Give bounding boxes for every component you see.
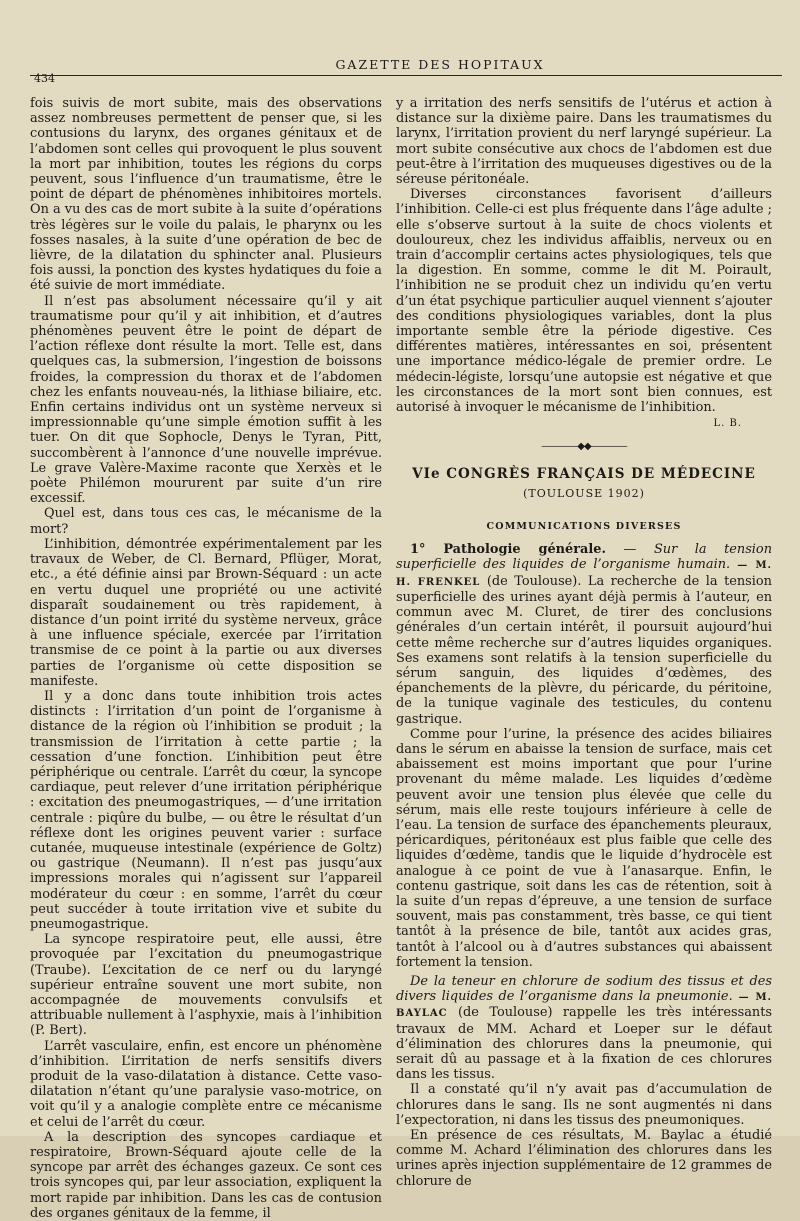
item-heading: 1° Pathologie générale. <box>410 542 606 558</box>
communication-2: De la teneur en chlorure de sodium des tissus et des divers liquides de l’organisme dans la pneumonie. — M. BAYLAC (de Toulouse) rappelle les très intéressants travaux de MM. Achard et Loeper sur le défaut d’élimination des chlorures dans la pneumonie, qui serait dû au passage et à la fixation de ces chlorures dans les tissus. <box>396 973 773 1083</box>
item-author: — M. BAYLAC <box>396 992 773 1020</box>
left-column <box>30 96 382 1221</box>
item-author: — M. H. FRENKEL <box>396 560 772 588</box>
communication-1-para: Comme pour l’urine, la présence des acides biliaires dans le sérum en abaisse la tension de surface, mais cet abaissement est moins important que pour l’urine provenant du même malade. Les liquides d’œdème peuvent avoir une tension plus élevée que celle du sérum, mais elle reste toujours inférieure à celle de l’eau. La tension de surface des épanchements pleuraux, péricardiques, péritonéaux est plus faible que celle des liquides d’œdème, tandis que le liquide d’hydrocèle est analogue à ce point de vue à l’anasarque. Enfin, le contenu gastrique, soit dans les cas de rétention, soit à la suite d’un repas d’épreuve, a une tension de surface souvent, mais pas constamment, très basse, ce qui tient tantôt à la présence de bile, tantôt aux acides gras, tantôt à l’alcool ou à d’autres substances qui abaissent fortement la tension. <box>396 726 772 970</box>
communication-2-para: En présence de ces résultats, M. Baylac a étudié comme M. Achard l’élimination des chlorures dans les urines après injection supplémentaire de 12 grammes de chlorure de <box>396 1128 772 1189</box>
left-paragraph: fois suivis de mort subite, mais des observations assez nombreuses permettent de penser que, si les contusions du larynx, des organes génitaux et de l’abdomen sont celles qui provoquent le plus souvent la mort par inhibition, toutes les régions du corps peuvent, sous l’influence d’un traumatisme, être le point de départ de phénomènes inhibitoires mortels. On a vu des cas de mort subite à la suite d’opérations très légères sur le voile du palais, le pharynx ou les fosses nasales, à la suite d’une opération de bec de lièvre, de la dilatation du sphincter anal. Plusieurs fois aussi, la ponction des kystes hydatiques du foie a été suivie de mort immédiate. <box>30 96 382 294</box>
journal-title: GAZETTE DES HOPITAUX <box>335 57 545 72</box>
header-rule <box>30 75 782 76</box>
left-paragraph: Il n’est pas absolument nécessaire qu’il y ait traumatisme pour qu’il y ait inhibition, et d’autres phénomènes peuvent être le point de départ de l’action réflexe dont résulte la mort. Telle est, dans quelques cas, la submersion, l’ingestion de boissons froides, la compression du thorax et de l’abdomen chez les enfants nouveau-nés, la lithiase biliaire, etc. Enfin certains individus ont un système nerveux si impressionnable qu’une simple émotion suffit à les tuer. On dit que Sophocle, Denys le Tyran, Pitt, succombèrent à l’annonce d’une nouvelle imprévue. Le grave Valère-Maxime raconte que Xerxès et le poète Philémon moururent par suite d’un rire excessif. <box>30 293 382 507</box>
communication-2-para: Il a constaté qu’il n’y avait pas d’accumulation de chlorures dans le sang. Ils ne sont augmentés ni dans l’expectoration, ni dans les tissus des pneumoniques. <box>396 1082 772 1128</box>
left-paragraph: La syncope respiratoire peut, elle aussi, être provoquée par l’excitation du pneumogastrique (Traube). L’excitation de ce nerf ou du laryngé supérieur entraîne souvent une mort subite, non accompagnée de mouvements convulsifs et attribuable nullement à l’asphyxie, mais à l’inhibition (P. Bert). <box>30 932 382 1039</box>
left-paragraph: Il y a donc dans toute inhibition trois actes distincts : l’irritation d’un point de l’organisme à distance de la région où l’inhibition se produit ; la transmission de l’irritation à cette partie ; la cessation d’une fonction. L’inhibition peut être périphérique ou centrale. L’arrêt du cœur, la syncope cardiaque, peut relever d’une irritation périphérique : excitation des pneumogastriques, — d’une irritation centrale : piqûre du bulbe, — ou être le résultat d’un réflexe dont les origines peuvent varier : surface cutanée, muqueuse intestinale (expérience de Goltz) ou gastrique (Neumann). Il n’est pas jusqu’aux impressions morales qui n’agissent sur l’appareil modérateur du cœur : en somme, l’arrêt du cœur peut succéder à toute irritation vive et subite du pneumogastrique. <box>30 688 382 932</box>
author-signature: L. B. <box>713 418 742 430</box>
left-paragraph: L’inhibition, démontrée expérimentalement par les travaux de Weber, de Cl. Bernard, Pflüger, Morat, etc., a été définie ainsi par Brown-Séquard : un acte en vertu duquel une propriété ou une activité disparaît soudainement ou très rapidement, à distance d’un point irrité du système nerveux, grâce à une influence spéciale, exercée par l’irritation transmise de ce point à la partie ou aux diverses parties de l’organisme où cette disposition se manifeste. <box>30 536 382 689</box>
right-column <box>396 96 772 1189</box>
communication-1: 1° Pathologie générale. — Sur la tension superficielle des liquides de l’organisme humain. — M. H. FRENKEL (de Toulouse). La recherche de la tension superficielle des urines ayant déjà permis à l’auteur, en commun avec M. Cluret, de tirer des conclusions générales d’un certain intérêt, il poursuit aujourd’hui cette même recherche sur d’autres liquides organiques. Ses examens sont relatifs à la tension superficielle du sérum sanguin, des liquides d’œdèmes, des épanchements de la plèvre, du péricarde, du péritoine, de la tunique vaginale des testicules, du contenu gastrique. <box>396 542 772 727</box>
section-title: VIe CONGRÈS FRANÇAIS DE MÉDECINE <box>412 465 756 482</box>
section-subtitle: (TOULOUSE 1902) <box>523 486 645 500</box>
right-paragraph: y a irritation des nerfs sensitifs de l’utérus et action à distance sur la dixième paire. Dans les traumatismes du larynx, l’irritation provient du nerf laryngé supérieur. La mort subite consécutive aux chocs de l’abdomen est due peut-être à l’irritation des muqueuses digestives ou de la séreuse péritonéale. <box>396 96 772 188</box>
subsection-title: COMMUNICATIONS DIVERSES <box>486 521 682 533</box>
item-title: De la teneur en chlorure de sodium des tissus et des divers liquides de l’organisme dans la pneumonie. <box>396 973 772 1005</box>
page-number: 434 <box>34 72 55 85</box>
left-paragraph: L’arrêt vasculaire, enfin, est encore un phénomène d’inhibition. L’irritation de nerfs sensitifs divers produit de la vaso-dilatation à distance. Cette vaso-dilatation n’étant qu’une paralysie vaso-motrice, on voit qu’il y a analogie complète entre ce mécanisme et celui de l’arrêt du cœur. <box>30 1038 382 1130</box>
left-paragraph: A la description des syncopes cardiaque et respiratoire, Brown-Séquard ajoute celle de la syncope par arrêt des échanges gazeux. Ce sont ces trois syncopes qui, par leur association, expliquent la mort rapide par inhibition. Dans les cas de contusion des organes génitaux de la femme, il <box>30 1129 382 1221</box>
item-title: Sur la tension superficielle des liquides de l’organisme humain. <box>396 542 772 573</box>
left-paragraph: Quel est, dans tous ces cas, le mécanisme de la mort? <box>30 506 382 537</box>
right-paragraph: Diverses circonstances favorisent d’ailleurs l’inhibition. Celle-ci est plus fréquente dans l’âge adulte ; elle s’observe surtout à la suite de chocs violents et douloureux, chez les individus affaiblis, nerveux ou en train d’accomplir certains actes physiologiques, tels que la digestion. En somme, comme le dit M. Poirault, l’inhibition ne se produit chez un individu qu’en vertu d’un état psychique particulier auquel viennent s’ajouter des conditions physiologiques variables, dont la plus importante semble être la période digestive. Ces différentes matières, intéressantes en soi, présentent une importance médico-légale de premier ordre. Le médecin-légiste, lorsqu’une autopsie est négative et que les circonstances de la mort sont bien connues, est autorisé à invoquer le mécanisme de l’inhibition. <box>396 187 772 416</box>
section-divider: ————◆◆———— <box>541 441 627 453</box>
